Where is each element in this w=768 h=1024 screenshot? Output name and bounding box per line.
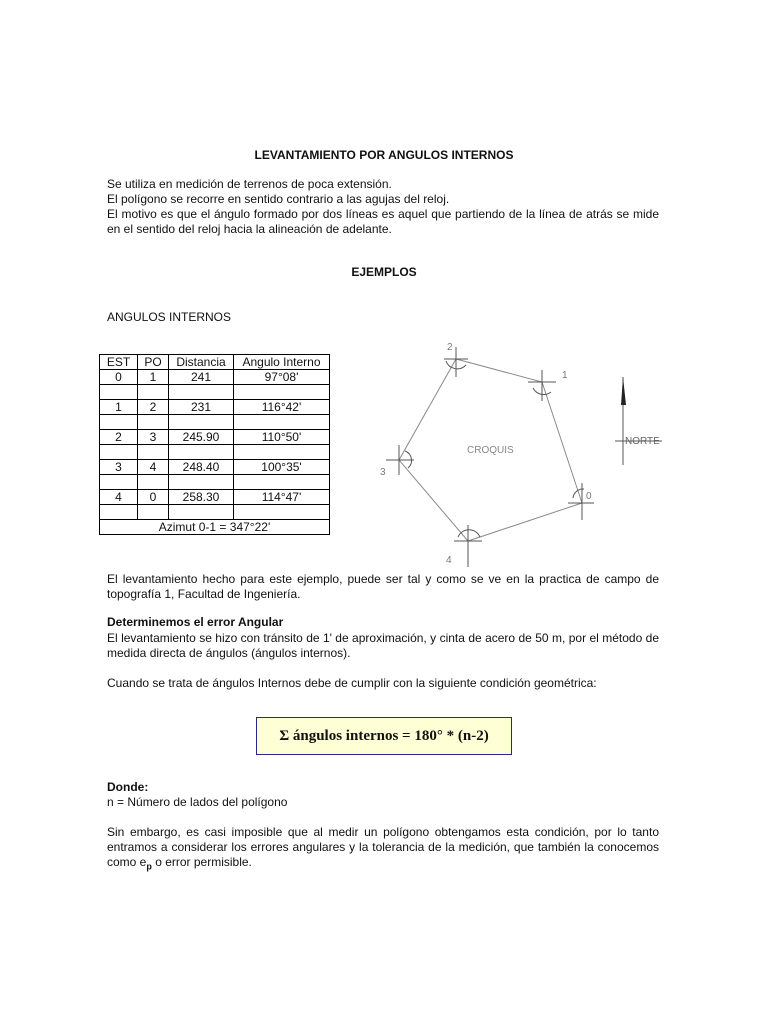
error-text: El levantamiento se hizo con tránsito de 1' de aproximación, y cinta de acero de 50 m, por el método de medida directa de ángulos (ángulos internos).: [107, 631, 659, 660]
survey-table: [99, 354, 330, 535]
final-text-end: o error permisible.: [151, 855, 252, 869]
cell-angulo: 100°35': [234, 460, 330, 475]
final-text-main: Sin embargo, es casi imposible que al medir un polígono obtengamos esta condición, por lo tanto entramos a considerar los errores angulares y la tolerancia de la medición, que también la conocemos como e: [107, 825, 659, 869]
examples-heading: EJEMPLOS: [351, 265, 417, 279]
intro-text: [107, 177, 659, 237]
vertex-label-1: 1: [562, 370, 568, 381]
cell-po: 3: [138, 430, 169, 445]
vertex-label-4: 4: [446, 555, 452, 566]
practice-text: El levantamiento hecho para este ejemplo, puede ser tal y como se ve en la practica de campo de topografía 1, Facultad de Ingeniería.: [107, 572, 659, 601]
cell-po: 4: [138, 460, 169, 475]
header-distancia: Distancia: [169, 355, 234, 370]
cell-distancia: 245.90: [169, 430, 234, 445]
donde-heading: Donde:: [107, 780, 149, 794]
cell-est: 4: [100, 490, 138, 505]
error-heading: Determinemos el error Angular: [107, 615, 284, 629]
cell-po: 1: [138, 370, 169, 385]
intro-line: Se utiliza en medición de terrenos de poca extensión.: [107, 177, 392, 191]
table-row: [100, 430, 330, 445]
cell-est: 3: [100, 460, 138, 475]
section-label: ANGULOS INTERNOS: [107, 310, 232, 324]
vertex-label-0: 0: [586, 491, 592, 502]
croquis-label: CROQUIS: [467, 445, 514, 456]
cell-est: 0: [100, 370, 138, 385]
cell-distancia: 258.30: [169, 490, 234, 505]
cell-angulo: 110°50': [234, 430, 330, 445]
page-title: LEVANTAMIENTO POR ANGULOS INTERNOS: [254, 148, 514, 162]
cell-distancia: 241: [169, 370, 234, 385]
polygon-sketch: [370, 335, 670, 575]
donde-text: n = Número de lados del polígono: [107, 795, 288, 809]
cell-angulo: 114°47': [234, 490, 330, 505]
cell-distancia: 248.40: [169, 460, 234, 475]
header-po: PO: [138, 355, 169, 370]
azimut-cell: Azimut 0-1 = 347°22': [100, 520, 330, 535]
table-row: [100, 400, 330, 415]
final-text-subscript: p: [146, 861, 152, 872]
north-label: NORTE: [625, 436, 660, 447]
cell-po: 2: [138, 400, 169, 415]
header-est: EST: [100, 355, 138, 370]
cell-angulo: 97°08': [234, 370, 330, 385]
condition-text: Cuando se trata de ángulos Internos debe de cumplir con la siguiente condición geométrica:: [107, 676, 597, 690]
cell-est: 2: [100, 430, 138, 445]
cell-angulo: 116°42': [234, 400, 330, 415]
table-row: [100, 370, 330, 385]
vertex-label-3: 3: [380, 467, 386, 478]
intro-line: El polígono se recorre en sentido contrario a las agujas del reloj.: [107, 192, 450, 206]
table-row: [100, 490, 330, 505]
table-spacer-row: [100, 505, 330, 520]
cell-distancia: 231: [169, 400, 234, 415]
table-spacer-row: [100, 415, 330, 430]
cell-po: 0: [138, 490, 169, 505]
vertex-label-2: 2: [447, 342, 453, 353]
table-spacer-row: [100, 475, 330, 490]
header-angulo: Angulo Interno: [234, 355, 330, 370]
table-footer-row: [100, 520, 330, 535]
formula-box: Σ ángulos internos = 180° * (n-2): [256, 717, 512, 755]
table-row: [100, 460, 330, 475]
cell-est: 1: [100, 400, 138, 415]
table-spacer-row: [100, 445, 330, 460]
table-header-row: [100, 355, 330, 370]
intro-line: El motivo es que el ángulo formado por dos líneas es aquel que partiendo de la línea de atrás se mide en el sentido del reloj hacia la alineación de adelante.: [107, 207, 659, 236]
final-text: [107, 825, 659, 874]
table-spacer-row: [100, 385, 330, 400]
